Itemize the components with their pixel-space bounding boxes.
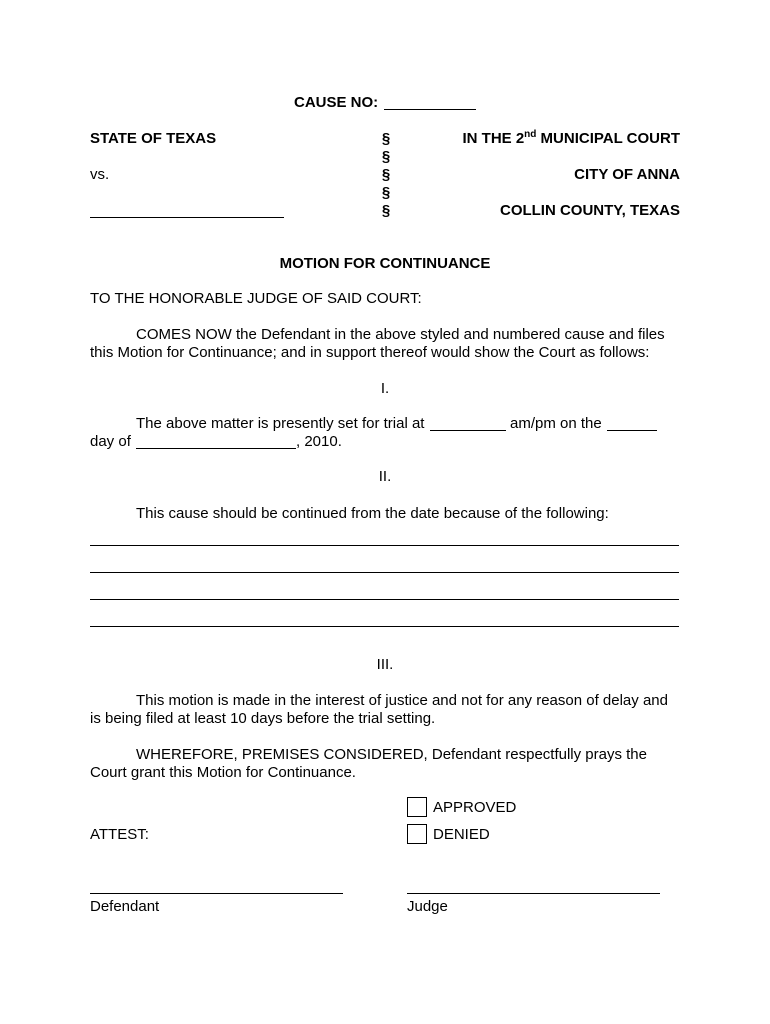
reason-prompt: This cause should be continued from the date because of the following:	[136, 505, 609, 522]
denied-checkbox[interactable]	[407, 824, 427, 844]
approved-checkbox[interactable]	[407, 797, 427, 817]
judge-signature-line[interactable]	[407, 893, 660, 894]
day-of-text: day of	[90, 433, 131, 450]
interest-line-1: This motion is made in the interest of justice and not for any reason of delay and	[136, 692, 668, 709]
section-mark: §	[381, 202, 391, 219]
year-text: , 2010.	[296, 433, 342, 450]
section-numeral-1: I.	[380, 380, 390, 397]
trial-day-field[interactable]	[607, 430, 657, 431]
caption-county: COLLIN COUNTY, TEXAS	[499, 202, 680, 219]
document-title: MOTION FOR CONTINUANCE	[279, 255, 491, 272]
section-mark: §	[381, 166, 391, 183]
reason-line-4[interactable]	[90, 626, 679, 627]
wherefore-line-1: WHEREFORE, PREMISES CONSIDERED, Defendant respectfully prays the	[136, 746, 647, 763]
caption-court	[462, 130, 680, 147]
court-prefix: IN THE 2	[462, 130, 525, 147]
trial-month-field[interactable]	[136, 448, 296, 449]
section-numeral-3: III.	[376, 656, 394, 673]
interest-line-2: is being filed at least 10 days before the trial setting.	[90, 710, 436, 727]
section-numeral-2: II.	[378, 468, 392, 485]
intro-line-2: this Motion for Continuance; and in support thereof would show the Court as follows:	[90, 344, 650, 361]
court-ordinal: nd	[524, 129, 537, 140]
denied-label: DENIED	[433, 826, 490, 843]
court-suffix: MUNICIPAL COURT	[536, 130, 680, 147]
section-mark: §	[381, 130, 391, 147]
defendant-signature-line[interactable]	[90, 893, 343, 894]
intro-line-1: COMES NOW the Defendant in the above styled and numbered cause and files	[136, 326, 665, 343]
cause-number-field[interactable]	[384, 109, 476, 110]
reason-line-3[interactable]	[90, 599, 679, 600]
caption-vs: vs.	[90, 166, 110, 183]
defendant-signature-label: Defendant	[90, 898, 160, 915]
defendant-name-field[interactable]	[90, 217, 284, 218]
judge-signature-label: Judge	[407, 898, 448, 915]
wherefore-line-2: Court grant this Motion for Continuance.	[90, 764, 356, 781]
trial-time-text: The above matter is presently set for trial at	[136, 415, 425, 432]
caption-state: STATE OF TEXAS	[90, 130, 217, 147]
reason-line-1[interactable]	[90, 545, 679, 546]
ampm-text: am/pm on the	[510, 415, 602, 432]
reason-line-2[interactable]	[90, 572, 679, 573]
approved-label: APPROVED	[433, 799, 517, 816]
trial-time-field[interactable]	[430, 430, 506, 431]
section-mark: §	[381, 184, 391, 201]
attest-label: ATTEST:	[90, 826, 149, 843]
caption-city: CITY OF ANNA	[574, 166, 680, 183]
salutation: TO THE HONORABLE JUDGE OF SAID COURT:	[90, 290, 422, 307]
cause-number-label: CAUSE NO:	[294, 94, 379, 111]
section-mark: §	[381, 148, 391, 165]
